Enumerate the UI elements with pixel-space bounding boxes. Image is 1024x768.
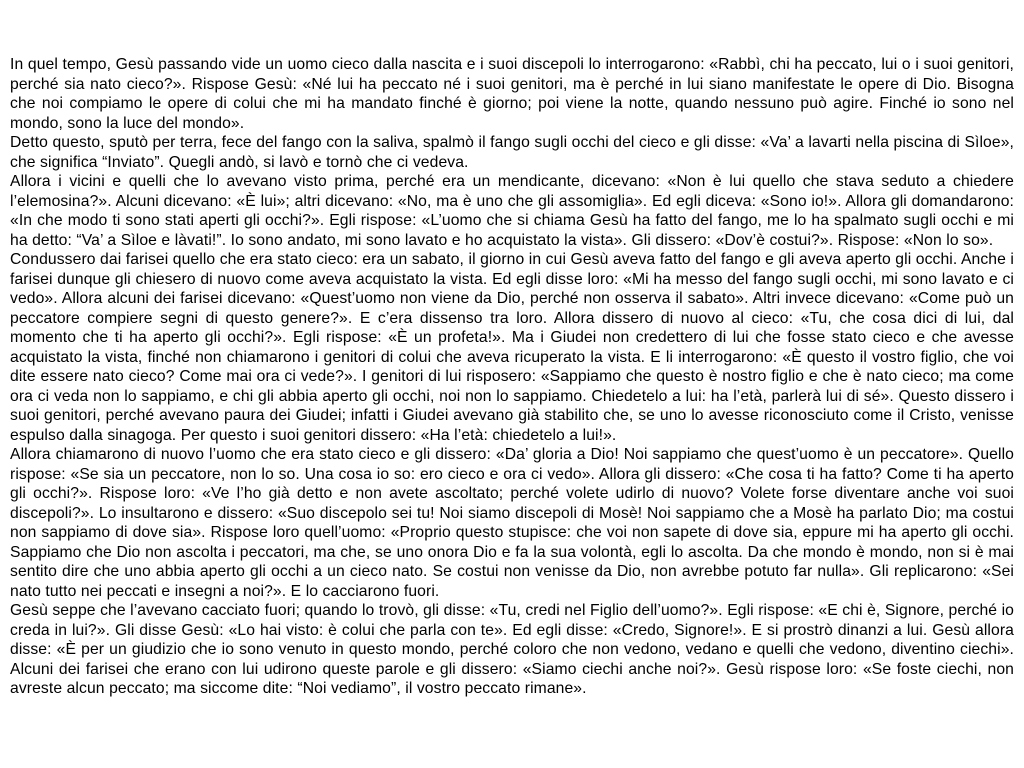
paragraph-gospel-intro: In quel tempo, Gesù passando vide un uomo cieco dalla nascita e i suoi discepoli lo interrogarono: «Rabbì, chi ha peccato, lui o i suoi genitori, perché sia nato cieco?». Rispose Gesù: «Né lui ha peccato né i suoi genitori, ma è perché in lui siano manifestate le opere di Dio. Bisogna che noi compiamo le opere di colui che mi ha mandato finché è giorno; poi viene la notte, quando nessuno può agire. Finché io sono nel mondo, sono la luce del mondo». <box>10 56 1014 132</box>
paragraph-second-interrogation: Allora chiamarono di nuovo l’uomo che era stato cieco e gli dissero: «Da’ gloria a Dio! Noi sappiamo che quest’uomo è un peccatore». Quello rispose: «Se sia un peccatore, non lo so. Una cosa io so: ero cieco e ora ci vedo». Allora gli dissero: «Che cosa ti ha fatto? Come ti ha aperto gli occhi?». Rispose loro: «Ve l’ho già detto e non avete ascoltato; perché volete udirlo di nuovo? Volete forse diventare anche voi suoi discepoli?». Lo insultarono e dissero: «Suo discepolo sei tu! Noi siamo discepoli di Mosè! Noi sappiamo che a Mosè ha parlato Dio; ma costui non sappiamo di dove sia». Rispose loro quell’uomo: «Proprio questo stupisce: che voi non sapete di dove sia, eppure mi ha aperto gli occhi. Sappiamo che Dio non ascolta i peccatori, ma che, se uno onora Dio e fa la sua volontà, egli lo ascolta. Da che mondo è mondo, non si è mai sentito dire che uno abbia aperto gli occhi a un cieco nato. Se costui non venisse da Dio, non avrebbe potuto far nulla». Gli replicarono: «Sei nato tutto nei peccati e insegni a noi?». E lo cacciarono fuori. <box>10 446 1014 600</box>
paragraph-healing: Detto questo, sputò per terra, fece del fango con la saliva, spalmò il fango sugli occhi del cieco e gli disse: «Va’ a lavarti nella piscina di Sìloe», che significa “Inviato”. Quegli andò, si lavò e tornò che ci vedeva. <box>10 134 1014 171</box>
paragraph-neighbors: Allora i vicini e quelli che lo avevano visto prima, perché era un mendicante, dicevano: «Non è lui quello che stava seduto a chiedere l’elemosina?». Alcuni dicevano: «È lui»; altri dicevano: «No, ma è uno che gli assomiglia». Ed egli diceva: «Sono io!». Allora gli domandarono: «In che modo ti sono stati aperti gli occhi?». Egli rispose: «L’uomo che si chiama Gesù ha fatto del fango, me lo ha spalmato sugli occhi e mi ha detto: “Va’ a Sìloe e làvati!”. Io sono andato, mi sono lavato e ho acquistato la vista». Gli dissero: «Dov’è costui?». Rispose: «Non lo so». <box>10 173 1014 249</box>
paragraph-conclusion: Gesù seppe che l’avevano cacciato fuori; quando lo trovò, gli disse: «Tu, credi nel Figlio dell’uomo?». Egli rispose: «E chi è, Signore, perché io creda in lui?». Gli disse Gesù: «Lo hai visto: è colui che parla con te». Ed egli disse: «Credo, Signore!». E si prostrò dinanzi a lui. Gesù allora disse: «È per un giudizio che io sono venuto in questo mondo, perché coloro che non vedono, vedano e quelli che vedono, diventino ciechi». Alcuni dei farisei che erano con lui udirono queste parole e gli dissero: «Siamo ciechi anche noi?». Gesù rispose loro: «Se foste ciechi, non avreste alcun peccato; ma siccome dite: “Noi vediamo”, il vostro peccato rimane». <box>10 602 1014 697</box>
paragraph-pharisees: Condussero dai farisei quello che era stato cieco: era un sabato, il giorno in cui Gesù aveva fatto del fango e gli aveva aperto gli occhi. Anche i farisei dunque gli chiesero di nuovo come aveva acquistato la vista. Ed egli disse loro: «Mi ha messo del fango sugli occhi, mi sono lavato e ci vedo». Allora alcuni dei farisei dicevano: «Quest’uomo non viene da Dio, perché non osserva il sabato». Altri invece dicevano: «Come può un peccatore compiere segni di questo genere?». E c’era dissenso tra loro. Allora dissero di nuovo al cieco: «Tu, che cosa dici di lui, dal momento che ti ha aperto gli occhi?». Egli rispose: «È un profeta!». Ma i Giudei non credettero di lui che fosse stato cieco e che avesse acquistato la vista, finché non chiamarono i genitori di colui che aveva ricuperato la vista. E li interrogarono: «È questo il vostro figlio, che voi dite essere nato cieco? Come mai ora ci vede?». I genitori di lui risposero: «Sappiamo che questo è nostro figlio e che è nato cieco; ma come ora ci veda non lo sappiamo, e chi gli abbia aperto gli occhi, noi non lo sappiamo. Chiedetelo a lui: ha l’età, parlerà lui di sé». Questo dissero i suoi genitori, perché avevano paura dei Giudei; infatti i Giudei avevano già stabilito che, se uno lo avesse riconosciuto come il Cristo, venisse espulso dalla sinagoga. Per questo i suoi genitori dissero: «Ha l’età: chiedetelo a lui!». <box>10 251 1014 444</box>
